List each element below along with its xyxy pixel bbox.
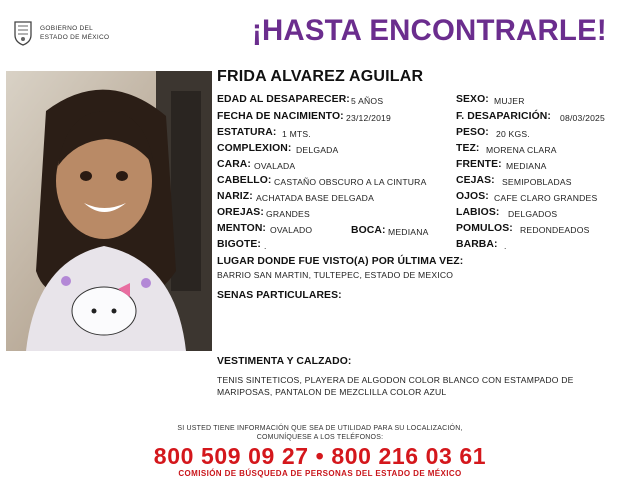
barba-value: . bbox=[504, 241, 507, 251]
frente-value: MEDIANA bbox=[506, 161, 547, 171]
complexion-value: DELGADA bbox=[296, 145, 339, 155]
cabello-value: CASTAÑO OBSCURO A LA CINTURA bbox=[274, 177, 427, 187]
tez-value: MORENA CLARA bbox=[486, 145, 557, 155]
headline: ¡HASTA ENCONTRARLE! bbox=[252, 14, 607, 47]
labios-value: DELGADOS bbox=[508, 209, 558, 219]
labios-label: LABIOS: bbox=[456, 207, 500, 218]
commission-name: COMISIÓN DE BÚSQUEDA DE PERSONAS DEL ESTADO DE MÉXICO bbox=[178, 469, 462, 478]
sexo-value: MUJER bbox=[494, 96, 525, 106]
frente-label: FRENTE: bbox=[456, 159, 502, 170]
cejas-label: CEJAS: bbox=[456, 175, 495, 186]
contact-line-2: COMUNÍQUESE A LOS TELÉFONOS: bbox=[256, 434, 384, 441]
menton-label: MENTON: bbox=[217, 223, 266, 234]
cejas-value: SEMIPOBLADAS bbox=[502, 177, 572, 187]
ojos-value: CAFE CLARO GRANDES bbox=[494, 193, 598, 203]
barba-label: BARBA: bbox=[456, 239, 498, 250]
bigote-value: . bbox=[264, 241, 267, 251]
complexion-label: COMPLEXION: bbox=[217, 143, 292, 154]
missing-person-photo bbox=[6, 71, 212, 351]
bigote-label: BIGOTE: bbox=[217, 239, 261, 250]
orejas-value: GRANDES bbox=[266, 209, 310, 219]
fdes-value: 08/03/2025 bbox=[560, 113, 606, 123]
clothing-label: VESTIMENTA Y CALZADO: bbox=[217, 356, 352, 367]
nariz-label: NARIZ: bbox=[217, 191, 253, 202]
contact-line-1: SI USTED TIENE INFORMACIÓN QUE SEA DE UTILIDAD PARA SU LOCALIZACIÓN, bbox=[177, 425, 463, 432]
menton-value: OVALADO bbox=[270, 225, 313, 235]
peso-label: PESO: bbox=[456, 127, 489, 138]
clothing-line-1: TENIS SINTETICOS, PLAYERA DE ALGODON COLOR BLANCO CON ESTAMPADO DE bbox=[217, 375, 574, 385]
cabello-label: CABELLO: bbox=[217, 175, 272, 186]
phone-numbers: 800 509 09 27 • 800 216 03 61 bbox=[153, 443, 487, 469]
estatura-value: 1 MTS. bbox=[282, 129, 311, 139]
person-name: FRIDA ALVAREZ AGUILAR bbox=[217, 68, 424, 85]
peso-value: 20 KGS. bbox=[496, 129, 530, 139]
contact-instructions bbox=[0, 424, 640, 442]
nariz-value: ACHATADA BASE DELGADA bbox=[256, 193, 375, 203]
fnac-label: FECHA DE NACIMIENTO: bbox=[217, 111, 344, 122]
cara-label: CARA: bbox=[217, 159, 251, 170]
edad-value: 5 AÑOS bbox=[351, 96, 384, 106]
edad-label: EDAD AL DESAPARECER: bbox=[217, 94, 350, 105]
pomulos-value: REDONDEADOS bbox=[520, 225, 590, 235]
ojos-label: OJOS: bbox=[456, 191, 489, 202]
senas-label: SENAS PARTICULARES: bbox=[217, 290, 342, 301]
pomulos-label: POMULOS: bbox=[456, 223, 513, 234]
boca-label: BOCA: bbox=[351, 225, 386, 236]
location-label: LUGAR DONDE FUE VISTO(A) POR ÚLTIMA VEZ: bbox=[217, 256, 464, 267]
orejas-label: OREJAS: bbox=[217, 207, 264, 218]
location-value: BARRIO SAN MARTIN, TULTEPEC, ESTADO DE MEXICO bbox=[217, 270, 454, 280]
gov-line-2: ESTADO DE MÉXICO bbox=[40, 34, 110, 41]
cara-value: OVALADA bbox=[254, 161, 296, 171]
gov-line-1: GOBIERNO DEL bbox=[40, 25, 94, 32]
government-logo bbox=[12, 18, 142, 52]
fnac-value: 23/12/2019 bbox=[346, 113, 392, 123]
tez-label: TEZ: bbox=[456, 143, 480, 154]
boca-value: MEDIANA bbox=[388, 227, 429, 237]
sexo-label: SEXO: bbox=[456, 94, 489, 105]
state-crest-icon bbox=[12, 20, 34, 46]
estatura-label: ESTATURA: bbox=[217, 127, 277, 138]
fdes-label: F. DESAPARICIÓN: bbox=[456, 111, 551, 122]
clothing-line-2: MARIPOSAS, PANTALON DE MEZCLILLA COLOR AZUL bbox=[217, 387, 447, 397]
